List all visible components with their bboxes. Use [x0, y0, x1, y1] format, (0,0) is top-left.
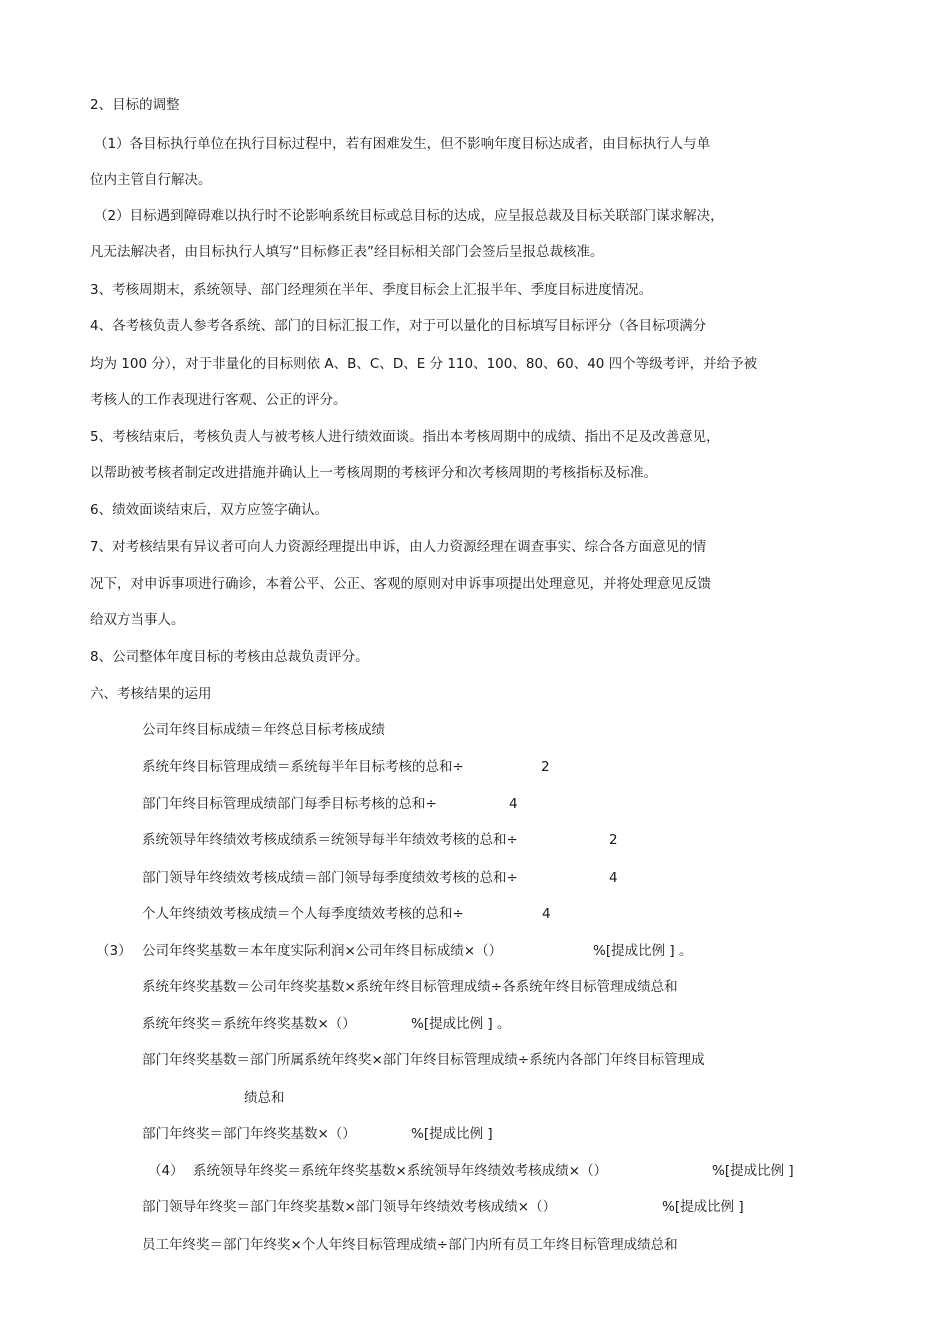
commission-ratio: %[提成比例 ] — [662, 1199, 744, 1215]
paragraph: 给双方当事人。 — [90, 612, 185, 628]
commission-ratio: %[提成比例 ] 。 — [593, 943, 693, 959]
formula-line — [142, 831, 518, 849]
system-bonus: 系统年终奖＝系统年终奖基数×（） — [142, 1016, 356, 1032]
paragraph: （2）目标遇到障碍难以执行时不论影响系统目标或总目标的达成，应呈报总裁及目标关联部门谋求解决， — [94, 208, 724, 224]
paragraph: 凡无法解决者，由目标执行人填写“目标修正表”经目标相关部门会签后呈报总裁核准。 — [90, 244, 604, 260]
paragraph: 6、绩效面谈结束后，双方应签字确认。 — [90, 502, 329, 518]
paragraph: 3、考核周期末，系统领导、部门经理须在半年、季度目标会上汇报半年、季度目标进度情况。 — [90, 282, 653, 298]
item-label-3: （3） — [96, 943, 132, 959]
formula-text: 系统领导年终绩效考核成绩系＝统领导每半年绩效考核的总和÷ — [142, 832, 518, 848]
dept-bonus-base-cont: 绩总和 — [244, 1090, 285, 1106]
paragraph: 7、对考核结果有异议者可向人力资源经理提出申诉，由人力资源经理在调查事实、综合各方面意见的情 — [90, 539, 707, 555]
dept-leader-bonus: 部门领导年终奖＝部门年终奖基数×部门领导年终绩效考核成绩×（） — [142, 1199, 557, 1215]
system-bonus-base: 系统年终奖基数＝公司年终奖基数×系统年终目标管理成绩÷各系统年终目标管理成绩总和 — [142, 979, 678, 995]
formula-text: 个人年终绩效考核成绩＝个人每季度绩效考核的总和÷ — [142, 906, 464, 922]
formula-text: 部门领导年终绩效考核成绩＝部门领导每季度绩效考核的总和÷ — [142, 870, 518, 886]
paragraph: 5、考核结束后，考核负责人与被考核人进行绩效面谈。指出本考核周期中的成绩、指出不足及改善意见， — [90, 429, 720, 445]
formula-divisor: 4 — [509, 796, 518, 812]
commission-ratio: %[提成比例 ] 。 — [411, 1016, 511, 1032]
formula-divisor: 4 — [609, 870, 618, 886]
item-label-4: （4） — [148, 1163, 184, 1179]
formula-line — [142, 758, 464, 776]
dept-bonus-base: 部门年终奖基数＝部门所属系统年终奖×部门年终目标管理成绩÷系统内各部门年终目标管理成 — [142, 1052, 705, 1068]
commission-ratio: %[提成比例 ] — [411, 1126, 493, 1142]
formula-text: 公司年终目标成绩＝年终总目标考核成绩 — [142, 722, 385, 738]
paragraph: 4、各考核负责人参考各系统、部门的目标汇报工作，对于可以量化的目标填写目标评分（各目标项满分 — [90, 318, 707, 334]
paragraph: 考核人的工作表现进行客观、公正的评分。 — [90, 392, 347, 408]
paragraph: 以帮助被考核者制定改进措施并确认上一考核周期的考核评分和次考核周期的考核指标及标准。 — [90, 465, 657, 481]
formula-text: 部门年终目标管理成绩部门每季目标考核的总和÷ — [142, 796, 437, 812]
commission-ratio: %[提成比例 ] — [712, 1163, 794, 1179]
paragraph: （1）各目标执行单位在执行目标过程中，若有困难发生，但不影响年度目标达成者，由目标执行人与单 — [94, 136, 711, 152]
paragraph: 位内主管自行解决。 — [90, 172, 212, 188]
formula-text: 系统年终目标管理成绩＝系统每半年目标考核的总和÷ — [142, 759, 464, 775]
paragraph: 8、公司整体年度目标的考核由总裁负责评分。 — [90, 649, 369, 665]
dept-bonus: 部门年终奖＝部门年终奖基数×（） — [142, 1126, 356, 1142]
formula-line — [142, 905, 464, 923]
section-heading-results: 六、考核结果的运用 — [90, 686, 212, 702]
formula-line — [142, 869, 518, 887]
formula-line — [142, 721, 385, 739]
formula-line — [142, 795, 437, 813]
company-bonus-base: 公司年终奖基数＝本年度实际利润×公司年终目标成绩×（） — [142, 943, 503, 959]
formula-divisor: 2 — [541, 759, 550, 775]
formula-divisor: 2 — [609, 832, 618, 848]
paragraph: 况下，对申诉事项进行确诊，本着公平、公正、客观的原则对申诉事项提出处理意见，并将处理意见反馈 — [90, 576, 711, 592]
staff-bonus: 员工年终奖＝部门年终奖×个人年终目标管理成绩÷部门内所有员工年终目标管理成绩总和 — [142, 1237, 678, 1253]
formula-divisor: 4 — [542, 906, 551, 922]
system-leader-bonus: 系统领导年终奖＝系统年终奖基数×系统领导年终绩效考核成绩×（） — [193, 1163, 608, 1179]
heading-target-adjustment: 2、目标的调整 — [90, 97, 180, 113]
paragraph: 均为 100 分），对于非量化的目标则依 A、B、C、D、E 分 110、100、80、60、40 四个等级考评，并给予被 — [90, 356, 758, 372]
